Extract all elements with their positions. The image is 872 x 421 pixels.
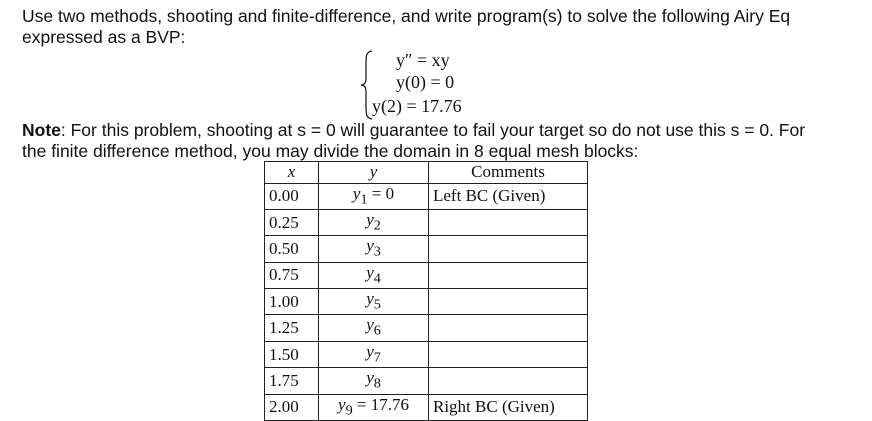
cell-x: 1.00: [265, 289, 319, 315]
y-symbol: y: [366, 209, 374, 229]
cell-y: [319, 236, 429, 262]
cell-comment: [429, 236, 588, 262]
y-symbol: y: [366, 236, 374, 256]
mesh-table: [264, 161, 588, 421]
y-subscript: 1: [360, 190, 368, 207]
cell-x: 0.25: [265, 209, 319, 235]
table-row: [265, 315, 588, 341]
cell-comment: [429, 368, 588, 394]
y-symbol: y: [366, 368, 374, 388]
y-subscript: 3: [373, 243, 381, 260]
cell-x: 1.50: [265, 341, 319, 367]
table-row: [265, 394, 588, 420]
cell-x: 0.50: [265, 236, 319, 262]
note-line-2: the finite difference method, you may divide the domain in 8 equal mesh blocks:: [22, 141, 639, 161]
cell-comment: [429, 209, 588, 235]
cell-y: [319, 341, 429, 367]
note-label: Note: [22, 120, 61, 140]
cell-comment: [429, 341, 588, 367]
y-subscript: 2: [373, 217, 381, 234]
mesh-table-body: [265, 183, 588, 421]
intro-line-2: expressed as a BVP:: [22, 27, 186, 47]
note-line-1: [22, 120, 805, 141]
cell-comment: [429, 289, 588, 315]
header-comments: Comments: [429, 162, 588, 184]
table-row: [265, 289, 588, 315]
y-subscript: 8: [373, 375, 381, 392]
y-symbol: y: [366, 341, 374, 361]
cell-x: 1.75: [265, 368, 319, 394]
header-x: x: [265, 162, 319, 184]
cell-y: [319, 315, 429, 341]
y-symbol: y: [366, 315, 374, 335]
cell-x: 0.75: [265, 262, 319, 288]
cell-comment: Right BC (Given): [429, 394, 588, 420]
y-value: = 17.76: [352, 394, 409, 414]
header-y: y: [319, 162, 429, 184]
bvp-system: [360, 50, 520, 120]
y-subscript: 4: [373, 270, 381, 287]
left-boundary-condition: y(0) = 0: [396, 72, 455, 92]
table-row: [265, 368, 588, 394]
cell-y: [319, 368, 429, 394]
y-subscript: 7: [373, 349, 381, 366]
y-symbol: y: [338, 394, 346, 414]
cell-x: 0.00: [265, 183, 319, 209]
cell-y: [319, 183, 429, 209]
cell-x: 2.00: [265, 394, 319, 420]
y-subscript: 9: [345, 402, 353, 419]
y-subscript: 5: [373, 296, 381, 313]
table-row: [265, 262, 588, 288]
table-row: [265, 209, 588, 235]
cell-comment: [429, 262, 588, 288]
note-text: : For this problem, shooting at s = 0 will guarantee to fail your target so do not use this s = 0. For: [60, 120, 806, 140]
y-symbol: y: [366, 289, 374, 309]
cell-x: 1.25: [265, 315, 319, 341]
cell-y: [319, 394, 429, 420]
y-subscript: 6: [373, 322, 381, 339]
cell-y: [319, 209, 429, 235]
cell-y: [319, 262, 429, 288]
table-row: [265, 341, 588, 367]
table-row: [265, 236, 588, 262]
cell-comment: Left BC (Given): [429, 183, 588, 209]
cell-comment: [429, 315, 588, 341]
right-boundary-condition: y(2) = 17.76: [372, 96, 462, 116]
y-symbol: y: [352, 183, 361, 203]
y-symbol: y: [366, 262, 374, 282]
table-row: [265, 183, 588, 209]
intro-line-1: Use two methods, shooting and finite-difference, and write program(s) to solve the following Airy Eq: [22, 6, 791, 26]
table-header-row: [265, 162, 588, 184]
ode-equation: y″ = xy: [396, 50, 450, 70]
cell-y: [319, 289, 429, 315]
y-value: = 0: [367, 183, 395, 203]
